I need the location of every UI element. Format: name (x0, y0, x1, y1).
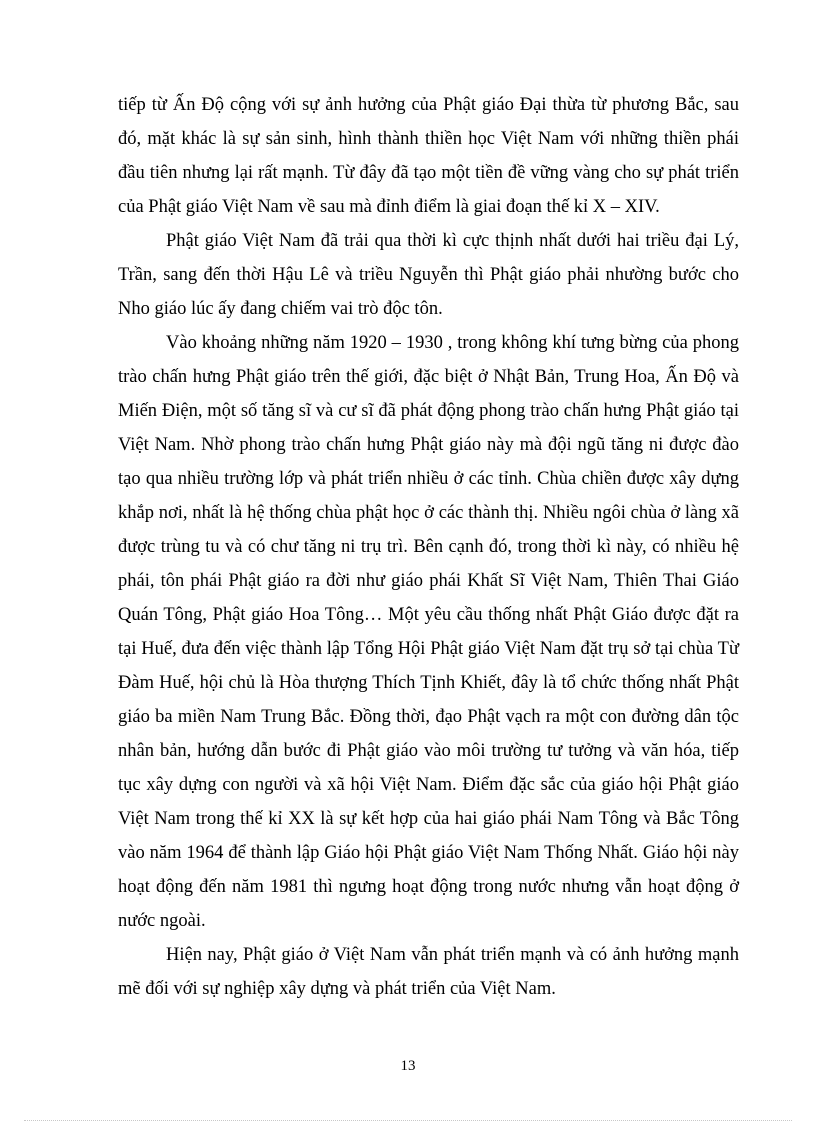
paragraph-revival-movement: Vào khoảng những năm 1920 – 1930 , trong không khí tưng bừng của phong trào chấn hưng Phật giáo trên thế giới, đặc biệt ở Nhật Bản, Trung Hoa, Ấn Độ và Miến Điện, một số tăng sĩ và cư sĩ đã phát động phong trào chấn hưng Phật giáo tại Việt Nam. Nhờ phong trào chấn hưng Phật giáo này mà đội ngũ tăng ni được đào tạo qua nhiều trường lớp và phát triển nhiều ở các tỉnh. Chùa chiền được xây dựng khắp nơi, nhất là hệ thống chùa phật học ở các thành thị. Nhiều ngôi chùa ở làng xã được trùng tu và có chư tăng ni trụ trì. Bên cạnh đó, trong thời kì này, có nhiều hệ phái, tôn phái Phật giáo ra đời như giáo phái Khất Sĩ Việt Nam, Thiên Thai Giáo Quán Tông, Phật giáo Hoa Tông… Một yêu cầu thống nhất Phật Giáo được đặt ra tại Huế, đưa đến việc thành lập Tổng Hội Phật giáo Việt Nam đặt trụ sở tại chùa Từ Đàm Huế, hội chủ là Hòa thượng Thích Tịnh Khiết, đây là tổ chức thống nhất Phật giáo ba miền Nam Trung Bắc. Đồng thời, đạo Phật vạch ra một con đường dân tộc nhân bản, hướng dẫn bước đi Phật giáo vào môi trường tư tưởng và văn hóa, tiếp tục xây dựng con người và xã hội Việt Nam. Điểm đặc sắc của giáo hội Phật giáo Việt Nam trong thế kỉ XX là sự kết hợp của hai giáo phái Nam Tông và Bắc Tông vào năm 1964 để thành lập Giáo hội Phật giáo Việt Nam Thống Nhất. Giáo hội này hoạt động đến năm 1981 thì ngưng hoạt động trong nước nhưng vẫn hoạt động ở nước ngoài. (118, 333, 739, 931)
paragraph-continuation: tiếp từ Ấn Độ cộng với sự ảnh hưởng của Phật giáo Đại thừa từ phương Bắc, sau đó, mặt khác là sự sản sinh, hình thành thiền học Việt Nam với những thiền phái đầu tiên nhưng lại rất mạnh. Từ đây đã tạo một tiền đề vững vàng cho sự phát triển của Phật giáo Việt Nam về sau mà đỉnh điểm là giai đoạn thế kỉ X – XIV. (118, 95, 739, 217)
page-bottom-border (24, 1120, 792, 1121)
paragraph-ly-tran-period: Phật giáo Việt Nam đã trải qua thời kì cực thịnh nhất dưới hai triều đại Lý, Trần, sang đến thời Hậu Lê và triều Nguyễn thì Phật giáo phải nhường bước cho Nho giáo lúc ấy đang chiếm vai trò độc tôn. (118, 231, 739, 319)
paragraph-present-day: Hiện nay, Phật giáo ở Việt Nam vẫn phát triển mạnh và có ảnh hưởng mạnh mẽ đối với sự nghiệp xây dựng và phát triển của Việt Nam. (118, 945, 739, 999)
page-number: 13 (400, 1058, 416, 1074)
body-text (118, 88, 739, 1006)
